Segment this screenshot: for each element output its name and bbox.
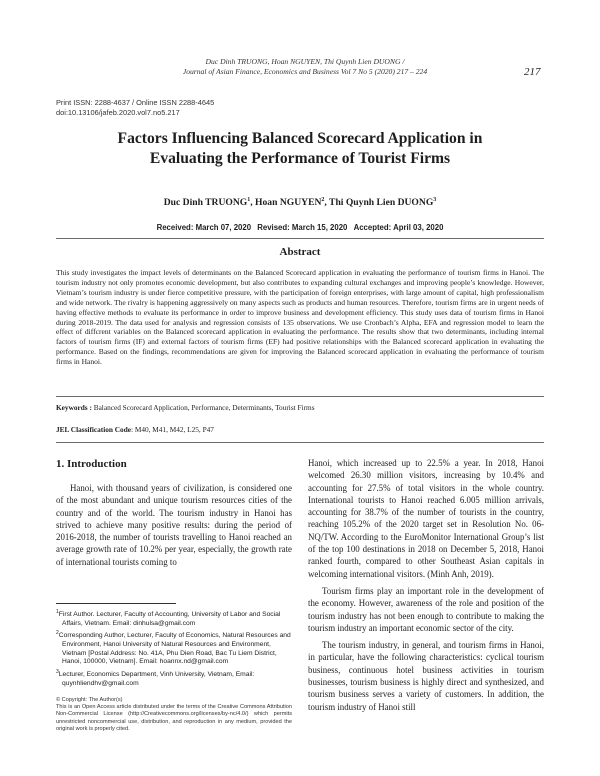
- footnote: [56, 668, 292, 688]
- paper-title: [40, 129, 560, 169]
- keywords-value: Balanced Scorecard Application, Performance, Determinants, Tourist Firms: [93, 403, 315, 412]
- running-head-journal: Journal of Asian Finance, Economics and Business Vol 7 No 5 (2020) 217 – 224: [182, 67, 428, 76]
- running-head-authors: Duc Dinh TRUONG, Hoan NGUYEN, Thi Quynh Lien DUONG /: [205, 57, 405, 66]
- revised-date: Revised: March 15, 2020: [257, 223, 348, 232]
- divider-top: [56, 238, 544, 239]
- author-list: [40, 197, 560, 208]
- doi-line[interactable]: doi:10.13106/jafeb.2020.vol7.no5.217: [56, 108, 180, 117]
- body-paragraph: Hanoi, with thousand years of civilization, is considered one of the most abundant and unique tourism resources cities of the country and of the world. The tourism industry in Hanoi has strived to achieve many positive results: during the period of 2016-2018, the number of tourists travelling to Hanoi reached an average growth rate of 10.2% per year, especially, the growth rate of international tourists coming to: [56, 483, 292, 567]
- running-head: [100, 57, 510, 77]
- author-name: Hoan NGUYEN: [255, 197, 322, 209]
- jel-value: : M40, M41, M42, L25, P47: [131, 425, 214, 434]
- author-separator: ,: [324, 197, 330, 209]
- issn-line: Print ISSN: 2288-4637 / Online ISSN 2288-4645: [56, 98, 215, 107]
- divider-abstract: [56, 396, 544, 397]
- footnote-divider: [56, 603, 176, 604]
- footnote-mark: 2: [56, 630, 59, 637]
- author-name: Thi Quynh Lien DUONG: [329, 197, 434, 209]
- author-affiliation-mark: 3: [433, 197, 437, 203]
- jel-label: JEL Classification Code: [56, 425, 132, 434]
- body-paragraph: Tourism firms play an important role in the development of the economy. However, awareness of the role and position of the tourism industry has not been enough to contribute to making the tourism industry an important economic sector of the city.: [308, 585, 544, 633]
- footnote-text: First Author. Lecturer, Faculty of Accounting, University of Labor and Social Affairs, Vietnam. Email: dinhulsa@gmail.com: [58, 611, 281, 627]
- paper-title-line-1: Factors Influencing Balanced Scorecard Application in: [117, 130, 483, 147]
- author-name: Duc Dinh TRUONG: [163, 197, 248, 209]
- author-separator: ,: [250, 197, 256, 209]
- keywords-label: Keywords :: [56, 403, 94, 412]
- abstract-heading: Abstract: [279, 246, 321, 258]
- keywords-line: [56, 403, 544, 412]
- left-column: [56, 482, 292, 568]
- accepted-date: Accepted: April 03, 2020: [353, 223, 444, 232]
- author-affiliation-mark: 2: [321, 197, 325, 203]
- footnote-text: Lecturer, Economics Department, Vinh University, Vietnam, Email: quynhliendhv@gmail.com: [58, 671, 255, 687]
- section-heading: 1. Introduction: [56, 458, 127, 470]
- paper-title-line-2: Evaluating the Performance of Tourist Firms: [149, 150, 451, 167]
- article-dates: [40, 223, 560, 232]
- footnote-text: Corresponding Author, Lecturer, Faculty of Economics, Natural Resources and Environment, Hanoi University of Natural Resources and Environment, Vietnam [Postal Address: No. 41A, Phu Dien Road, Bac Tu Liem District, Hanoi, 100000, Vietnam]. Email: hoannx.nd@gmail.com: [58, 632, 291, 666]
- body-paragraph: Hanoi, which increased up to 22.5% a year. In 2018, Hanoi welcomed 26.30 million visitors, increasing by 10.4% and accounting for 27.5% of total visitors in the whole country. International tourists to Hanoi reached 6.005 million arrivals, accounting for 38.7% of the number of tourists in the country, reaching 105.2% of the 2020 target set in Resolution No. 06-NQ/TW. According to the EuroMonitor International Group’s list of the top 100 destinations in 2018 on December 5, 2018, Hanoi ranked fourth, compared to other Southeast Asian capitals in welcoming international visitors. (Minh Anh, 2019).: [308, 458, 544, 579]
- right-column: [308, 457, 544, 713]
- footnote-mark: 3: [56, 669, 59, 676]
- copyright-text: This is an Open Access article distributed under the terms of the Creative Commons Attribution Non-Commercial License (http://Creativecommons.org/licenses/by-nc/4.0/) which permits unrestricted noncommercial use, distribution, and reproduction in any medium, provided the original work is properly cited.: [56, 704, 292, 732]
- footnotes: [56, 608, 292, 689]
- footnote-mark: 1: [56, 609, 59, 615]
- divider-keywords: [56, 442, 544, 443]
- copyright-notice: [56, 697, 292, 733]
- copyright-title: © Copyright: The Author(s): [56, 697, 123, 703]
- footnote: [56, 608, 292, 628]
- footnote: [56, 629, 292, 667]
- issn-block: [56, 98, 214, 118]
- abstract-text: This study investigates the impact levels of determinants on the Balanced Scorecard application in evaluating the performance of tourism firms in Hanoi. The tourism industry not only promotes economic development, but also contributes to expanding cultural exchanges and improving people’s knowledge. However, Vietnam’s tourism industry is under fierce competitive pressure, with the participation of foreign enterprises, with large amount of capital, high professionalism and wide network. The rivalry is happening aggressively on many aspects such as products and human resources. Therefore, tourism firms are in urgent needs of having effective methods to evaluate its performance in order to improve business and development efficiency. This study uses data of tourism firms in Hanoi during 2018-2019. The data used for analysis and regression consists of 135 observations. We use Cronbach’s Alpha, EFA and regression model to learn the effect of diffcrent variables on the Balanced scorecard application in evaluating the performance. The results show that two determinants, including internal factors of tourism firms (IF) and external factors of tourism firms (EF) had positive relationships with the Balanced scorecard application in evaluating the performance. Based on the findings, recommendations are given for improving the Balanced scorecard application in evaluating the performance of tourism firms in Hanoi.: [56, 268, 544, 367]
- body-paragraph: The tourism industry, in general, and tourism firms in Hanoi, in particular, have the following characteristics: cyclical tourism business, continuous hotel business activities in tourism businesses, tourism business is highly direct and synthesized, and tourism business serves a variety of customers. In addition, the tourism industry of Hanoi still: [308, 640, 544, 712]
- received-date: Received: March 07, 2020: [156, 223, 252, 232]
- jel-line: [56, 425, 544, 434]
- page-number: 217: [524, 66, 541, 78]
- author-affiliation-mark: 1: [247, 197, 251, 203]
